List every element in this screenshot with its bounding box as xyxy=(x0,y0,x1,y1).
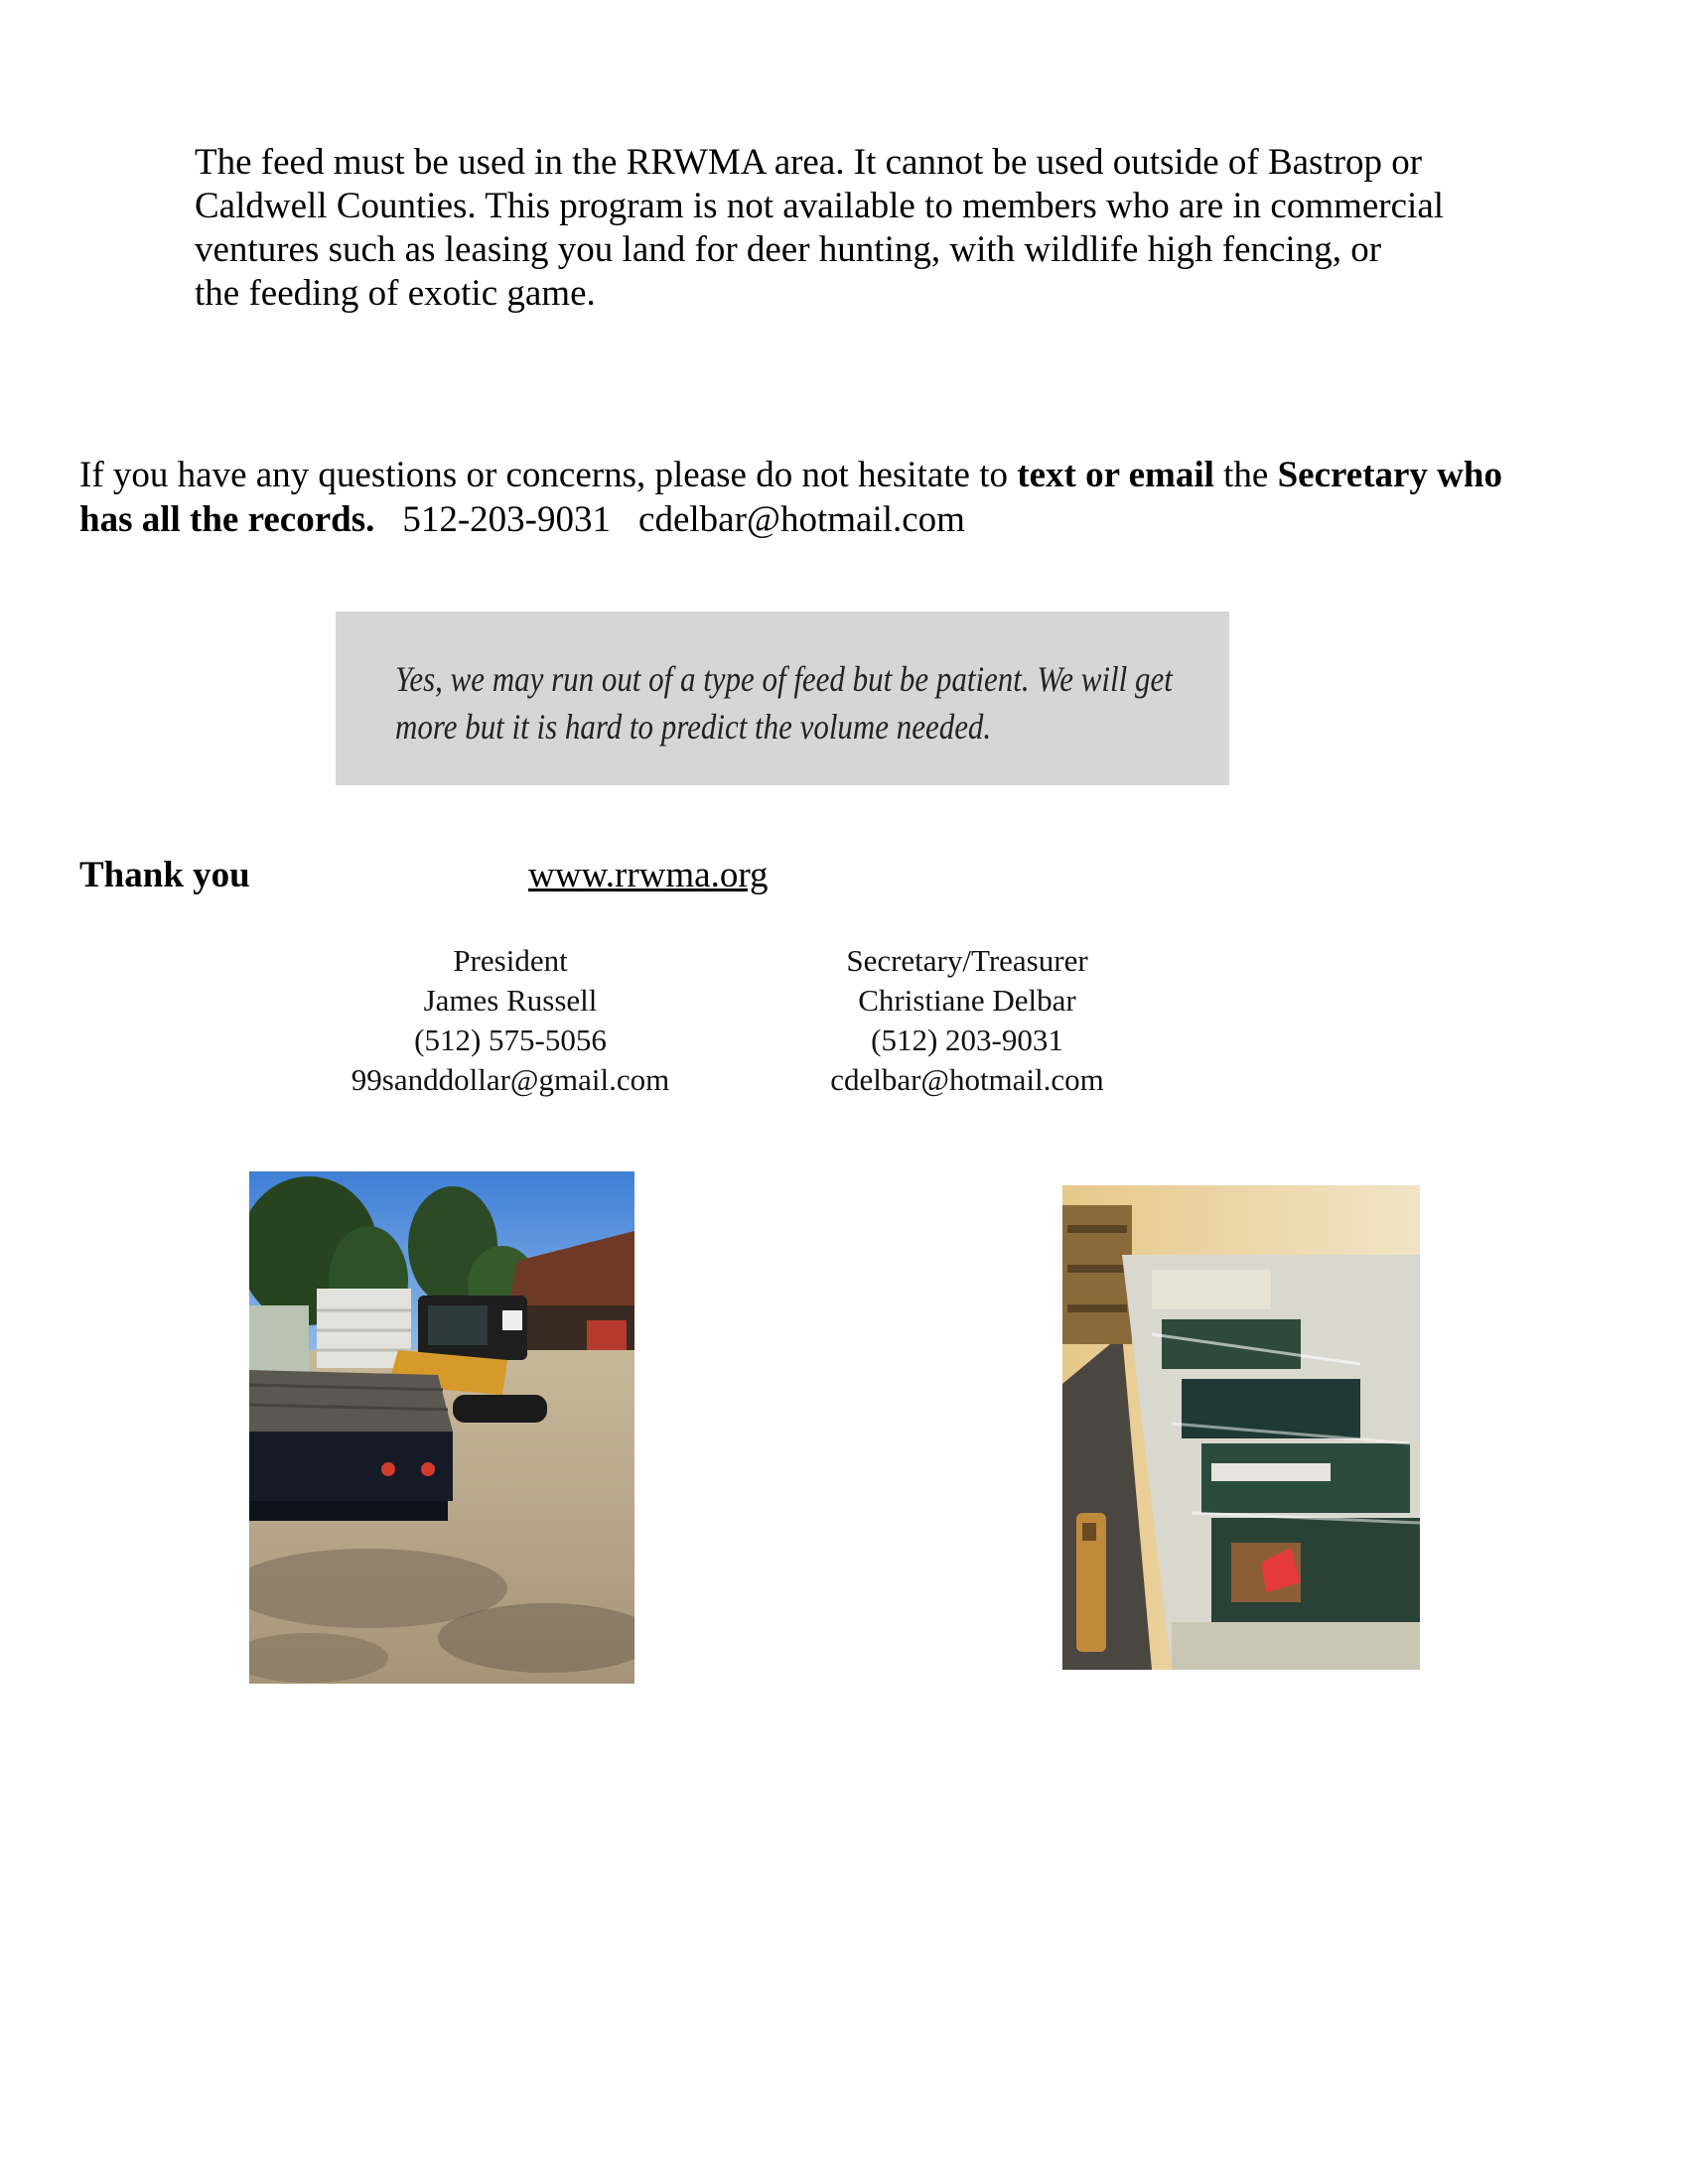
website-link[interactable]: www.rrwma.org xyxy=(528,855,769,895)
thank-you: Thank you xyxy=(79,855,250,895)
paragraph-line: Caldwell Counties. This program is not available to members who are in commercial xyxy=(195,186,1445,226)
contact-line-2 xyxy=(79,497,1609,542)
notice-text xyxy=(395,655,1173,751)
contact-bold-text: Secretary who xyxy=(1277,455,1502,495)
officer-title: President xyxy=(453,943,568,978)
officer-phone: (512) 575-5056 xyxy=(414,1023,607,1057)
officer-email: cdelbar@hotmail.com xyxy=(830,1062,1104,1097)
contact-email: cdelbar@hotmail.com xyxy=(638,499,965,540)
paragraph-line: the feeding of exotic game. xyxy=(195,273,596,314)
contact-bold-text: text or email xyxy=(1017,455,1214,495)
officer-phone: (512) 203-9031 xyxy=(871,1023,1063,1057)
paragraph-line: ventures such as leasing you land for deer hunting, with wildlife high fencing, or xyxy=(195,229,1382,270)
feed-bags-storage-photo xyxy=(1062,1185,1420,1670)
officer-name: Christiane Delbar xyxy=(858,983,1076,1018)
notice-line: more but it is hard to predict the volume needed. xyxy=(395,707,992,747)
notice-line: Yes, we may run out of a type of feed but be patient. We will get xyxy=(395,659,1173,699)
intro-paragraph xyxy=(195,141,1565,316)
contact-text: If you have any questions or concerns, please do not hesitate to xyxy=(79,455,1018,495)
contact-phone: 512-203-9031 xyxy=(402,499,612,540)
trailer-loader-photo xyxy=(249,1171,634,1684)
officer-title: Secretary/Treasurer xyxy=(846,943,1088,978)
officer-name: James Russell xyxy=(423,983,598,1018)
contact-bold-text: has all the records. xyxy=(79,499,375,540)
officer-secretary xyxy=(767,941,1168,1100)
officer-president xyxy=(310,941,711,1100)
officer-email: 99sanddollar@gmail.com xyxy=(351,1062,670,1097)
contact-text: the xyxy=(1213,455,1278,495)
notice-box xyxy=(336,612,1229,785)
contact-paragraph xyxy=(79,453,1609,542)
paragraph-line: The feed must be used in the RRWMA area. It cannot be used outside of Bastrop or xyxy=(195,142,1423,183)
contact-line-1 xyxy=(79,453,1609,497)
